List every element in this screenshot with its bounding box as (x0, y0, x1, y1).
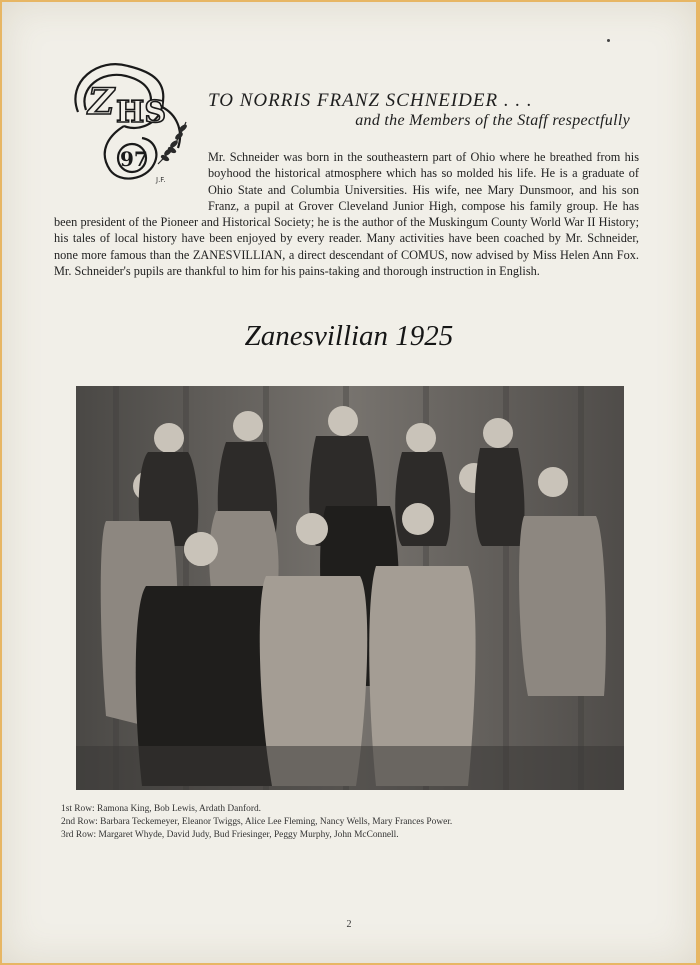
caption-second-row: 2nd Row: Barbara Teckemeyer, Eleanor Twiggs, Alice Lee Fleming, Nancy Wells, Mary Frances Power. (61, 817, 453, 827)
emblem-letter-hs: HS (116, 95, 167, 130)
section-title: Zanesvillian 1925 (244, 320, 454, 352)
photo-caption (61, 803, 452, 842)
dedication-subtitle: and the Members of the Staff respectfully (355, 112, 630, 129)
yearbook-page (2, 2, 696, 963)
caption-first-row: 1st Row: Ramona King, Bob Lewis, Ardath Danford. (61, 804, 261, 814)
dedication-paragraph: Mr. Schneider was born in the southeastern part of Ohio where he breathed from his boyhood the historical atmosphere which has so molded his life. He is a graduate of Ohio State and Columbia Universities. His wife, nee Mary Dunsmoor, and his son Franz, a pupil at Grover Cleveland Junior High, compose his family group. He has been president of the Pioneer and Historical Society; he is the author of the Muskingum County World War II History; his tales of local history have been enjoyed by every reader. Many activities have been coached by Mr. Schneider, none more famous than the ZANESVILLIAN, a direct descendant of COMUS, now advised by Miss Helen Ann Fox. Mr. Schneider's pupils are thankful to him for his pains-taking and thorough instruction in English. (54, 150, 639, 279)
caption-third-row: 3rd Row: Margaret Whyde, David Judy, Bud Friesinger, Peggy Murphy, John McConnell. (61, 830, 399, 840)
page-number: 2 (346, 919, 352, 930)
emblem-year: 97 (120, 147, 148, 171)
staff-group-photo (76, 386, 624, 790)
photo-graphic (76, 386, 624, 790)
dedication-title: TO NORRIS FRANZ SCHNEIDER . . . (208, 90, 533, 111)
emblem-letter-z: Z (88, 81, 115, 123)
speck (607, 39, 610, 42)
emblem-artist-initials: J.F. (156, 176, 166, 184)
dedication-paragraph-block (54, 149, 639, 279)
